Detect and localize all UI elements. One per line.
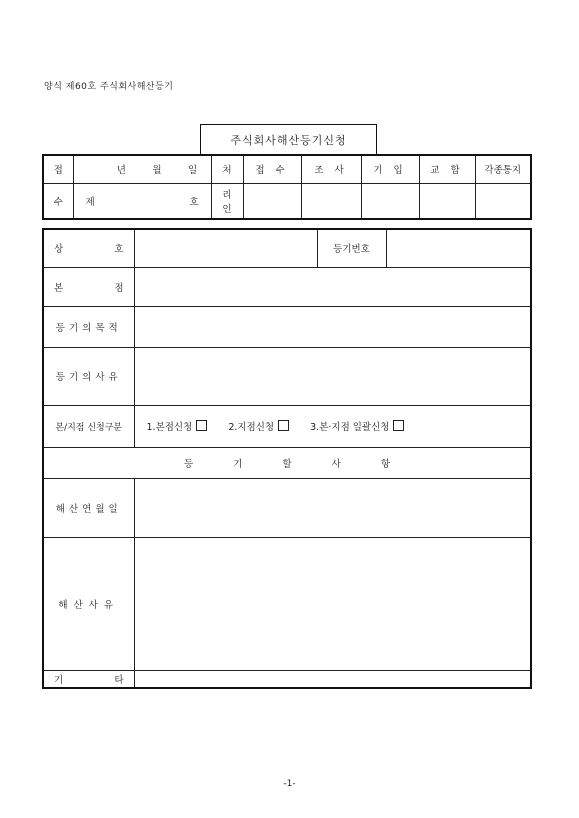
page-number: -1-: [283, 779, 296, 789]
option-both[interactable]: [310, 419, 404, 433]
je-label: 제: [85, 196, 95, 208]
record-stamp-cell[interactable]: [361, 183, 419, 219]
review-stamp-cell[interactable]: [301, 183, 361, 219]
option2-checkbox[interactable]: [278, 420, 289, 431]
reg-number-field[interactable]: [386, 229, 531, 267]
reg-number-label: 등기번호: [317, 229, 386, 267]
option1-label: 1.본점신청: [146, 422, 193, 433]
head-office-field[interactable]: [134, 267, 531, 306]
dissolution-reason-field[interactable]: [134, 537, 531, 670]
other-label-a: 기: [54, 674, 64, 686]
ho-label: 호: [189, 196, 199, 208]
reg-item-char-4: 사: [331, 458, 341, 470]
dissolution-date-label: 해산연월일: [43, 478, 134, 537]
other-label-b: 타: [114, 674, 124, 686]
receive-stamp-cell[interactable]: [243, 183, 301, 219]
purpose-field[interactable]: [134, 306, 531, 347]
cause-label: 등기의사유: [43, 347, 134, 405]
purpose-label: 등기의목적: [43, 306, 134, 347]
option1-checkbox[interactable]: [196, 420, 207, 431]
option2-label: 2.지점신청: [228, 422, 275, 433]
day-label: 일: [188, 165, 198, 177]
reception-table: [42, 154, 532, 220]
registration-items-header: [43, 447, 531, 478]
processor-label-riin: [211, 183, 243, 219]
form-number: 양식 제60호 주식회사해산등기: [44, 82, 174, 92]
check-stamp-cell[interactable]: [419, 183, 475, 219]
form-title: 주식회사해산등기신청: [200, 124, 377, 154]
col-review: 조 사: [301, 155, 361, 183]
col-receive: 접 수: [243, 155, 301, 183]
other-label: [43, 670, 134, 688]
branch-type-label: 본/지점 신청구분: [43, 405, 134, 447]
head-office-label: [43, 267, 134, 306]
reg-item-char-1: 등: [184, 458, 194, 470]
other-field[interactable]: [134, 670, 531, 688]
option3-checkbox[interactable]: [393, 420, 404, 431]
dissolution-reason-label: 해산사유: [43, 537, 134, 670]
option3-label: 3.본·지점 일괄신청: [310, 422, 390, 433]
reception-label-su: 수: [43, 183, 73, 219]
month-label: 월: [152, 165, 162, 177]
dissolution-date-field[interactable]: [134, 478, 531, 537]
date-cell[interactable]: [73, 155, 211, 183]
processor-label-ri: 리: [222, 189, 232, 201]
option-branch[interactable]: [228, 419, 289, 433]
number-cell[interactable]: [73, 183, 211, 219]
reg-item-char-5: 항: [380, 458, 390, 470]
year-label: 년: [116, 165, 126, 177]
reception-label-jeop: 접: [43, 155, 73, 183]
company-name-label: [43, 229, 134, 267]
reg-item-char-3: 할: [282, 458, 292, 470]
company-name-label-b: 호: [114, 244, 124, 256]
company-name-label-a: 상: [54, 244, 64, 256]
col-record: 기 입: [361, 155, 419, 183]
company-name-field[interactable]: [134, 229, 317, 267]
reg-item-char-2: 기: [233, 458, 243, 470]
processor-label-cheo: 처: [211, 155, 243, 183]
head-office-label-a: 본: [54, 282, 64, 294]
branch-type-options: [134, 405, 531, 447]
head-office-label-b: 점: [114, 282, 124, 294]
processor-label-in: 인: [222, 203, 232, 215]
application-table: [42, 228, 532, 689]
option-head-office[interactable]: [147, 419, 208, 433]
cause-field[interactable]: [134, 347, 531, 405]
col-check: 교 합: [419, 155, 475, 183]
col-notice: 각종통지: [475, 155, 531, 183]
notice-stamp-cell[interactable]: [475, 183, 531, 219]
